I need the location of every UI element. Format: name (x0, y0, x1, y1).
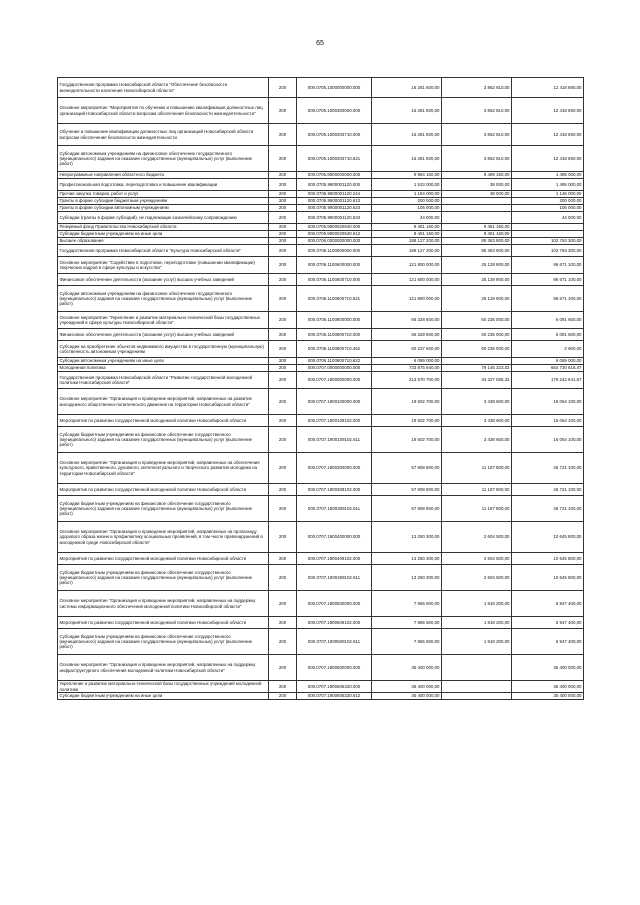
row-amount-total-cell: 16 281 500,00 (372, 98, 442, 124)
row-amount-total-cell: 8 451 160,00 (372, 231, 442, 238)
row-code-cell: 200 (269, 372, 297, 389)
row-kbk-cell: 000.0707.1900606320.612 (297, 693, 372, 700)
table-row (58, 453, 584, 484)
table-row (58, 179, 584, 191)
row-amount-total-cell: 105 000,00 (372, 205, 442, 212)
row-amount-executed-cell: 1 918 200,00 (442, 617, 512, 629)
row-amount-remaining-cell: 12 418 690,00 (512, 78, 584, 98)
row-amount-total-cell: 7 865 600,00 (372, 629, 442, 655)
table-row (58, 591, 584, 617)
table-row (58, 245, 584, 257)
row-amount-remaining-cell: 179 243 641,67 (512, 372, 584, 389)
row-code-cell: 200 (269, 98, 297, 124)
row-kbk-cell: 000.0705.9900000000.000 (297, 172, 372, 179)
row-code-cell: 200 (269, 389, 297, 415)
row-code-cell: 200 (269, 522, 297, 553)
row-code-cell: 200 (269, 172, 297, 179)
row-name-cell: Основное мероприятие "Организация и проведение мероприятий, направленных на пропаганду здорового образа жизни и профилактику асоциальных проявлений, в том числе правонарушений в молодежной среде Новосибирской области" (58, 522, 269, 553)
row-code-cell: 200 (269, 365, 297, 372)
table-row (58, 522, 584, 553)
row-code-cell: 200 (269, 415, 297, 427)
row-amount-remaining-cell: 6 091 600,00 (512, 329, 584, 341)
row-amount-total-cell: 19 502 700,00 (372, 427, 442, 453)
row-amount-total-cell: 8 451 160,00 (372, 224, 442, 231)
row-amount-executed-cell: 60 235 000,00 (442, 312, 512, 329)
row-amount-remaining-cell (512, 224, 584, 231)
row-name-cell: Молодежная политика (58, 365, 269, 372)
row-name-cell: Субсидии бюджетным учреждениям на финансовое обеспечение государственного (муниципального) задания на оказание государственных (муниципальных) услуг (выполнение работ) (58, 427, 269, 453)
row-amount-executed-cell: 3 438 600,00 (442, 389, 512, 415)
row-amount-remaining-cell: 46 721 100,00 (512, 453, 584, 484)
row-amount-remaining-cell: 102 763 300,00 (512, 238, 584, 245)
table-row (58, 553, 584, 565)
row-amount-executed-cell (442, 212, 512, 224)
row-amount-total-cell: 200 000,00 (372, 198, 442, 205)
row-amount-remaining-cell: 5 947 400,00 (512, 629, 584, 655)
row-code-cell: 200 (269, 427, 297, 453)
row-amount-executed-cell: 11 187 800,00 (442, 496, 512, 522)
page-number: 65 (316, 40, 324, 47)
row-amount-total-cell: 35 400 000,00 (372, 681, 442, 693)
row-code-cell: 200 (269, 329, 297, 341)
row-amount-remaining-cell: 105 000,00 (512, 205, 584, 212)
row-amount-executed-cell: 2 604 500,00 (442, 553, 512, 565)
row-name-cell: Субсидии бюджетным учреждениям на финансовое обеспечение государственного (муниципального) задания на оказание государственных (муниципальных) услуг (выполнение работ) (58, 496, 269, 522)
row-amount-total-cell: 60 237 600,00 (372, 341, 442, 358)
row-amount-executed-cell: 8 489 160,00 (442, 172, 512, 179)
row-code-cell: 200 (269, 78, 297, 98)
row-amount-executed-cell: 3 862 810,00 (442, 78, 512, 98)
row-amount-remaining-cell: 12 418 690,00 (512, 98, 584, 124)
row-name-cell: Основное мероприятие "Организация и проведение мероприятий, направленных на развитие молодежного общественно-политического движения на территории Новосибирской области" (58, 389, 269, 415)
row-name-cell: Обучение и повышение квалификации должностных лиц организаций Новосибирской области вопросам обеспечения безопасности жизнедеятельности (58, 124, 269, 146)
table-row (58, 146, 584, 172)
row-kbk-cell: 000.0705.1000300000.000 (297, 98, 372, 124)
row-kbk-cell: 000.0705.1000303710.000 (297, 124, 372, 146)
row-kbk-cell: 000.0705.9900001120.613 (297, 198, 372, 205)
row-amount-remaining-cell: 96 671 100,00 (512, 286, 584, 312)
row-kbk-cell: 000.0707.1900100000.000 (297, 389, 372, 415)
row-code-cell: 200 (269, 484, 297, 496)
row-amount-executed-cell: 8 451 160,00 (442, 231, 512, 238)
row-amount-executed-cell: 25 128 900,00 (442, 257, 512, 274)
row-name-cell: Основное мероприятие "Организация и проведение мероприятий, направленных на поддержку инфраструктурного обеспечения молодежной политики Новосибирской области" (58, 655, 269, 681)
row-code-cell: 200 (269, 224, 297, 231)
row-amount-executed-cell: 25 128 900,00 (442, 274, 512, 286)
row-amount-executed-cell: 2 604 500,00 (442, 522, 512, 553)
row-amount-executed-cell: 2 604 500,00 (442, 565, 512, 591)
row-code-cell: 200 (269, 286, 297, 312)
row-amount-remaining-cell: 16 064 100,00 (512, 415, 584, 427)
row-amount-total-cell: 13 250 300,00 (372, 522, 442, 553)
table-row (58, 191, 584, 198)
row-amount-executed-cell: 38 000,00 (442, 179, 512, 191)
row-kbk-cell: 000.0706.1100800710.000 (297, 329, 372, 341)
row-amount-executed-cell (442, 198, 512, 205)
row-code-cell: 200 (269, 238, 297, 245)
row-amount-total-cell: 57 908 900,00 (372, 484, 442, 496)
row-kbk-cell: 000.0707.1900309102.000 (297, 484, 372, 496)
row-amount-total-cell: 19 502 700,00 (372, 389, 442, 415)
row-code-cell: 200 (269, 198, 297, 205)
row-kbk-cell: 000.0707.1900509102.611 (297, 629, 372, 655)
row-amount-executed-cell (442, 681, 512, 693)
row-name-cell: Мероприятия по развитию государственной молодежной политики Новосибирской области (58, 484, 269, 496)
row-kbk-cell: 000.0707.1900109102.000 (297, 415, 372, 427)
row-name-cell: Мероприятия по развитию государственной молодежной политики Новосибирской области (58, 415, 269, 427)
table-row (58, 496, 584, 522)
row-name-cell: Основное мероприятие "Укрепление и развитие материально-технической базы государственных учреждений в сфере культуры Новосибирской области" (58, 312, 269, 329)
row-code-cell: 200 (269, 453, 297, 484)
budget-table-body (58, 78, 584, 700)
row-code-cell: 200 (269, 681, 297, 693)
row-code-cell: 200 (269, 629, 297, 655)
row-amount-remaining-cell: 1 495 000,00 (512, 172, 584, 179)
row-amount-remaining-cell: 10 645 800,00 (512, 553, 584, 565)
table-row (58, 198, 584, 205)
row-amount-executed-cell: 85 363 900,00 (442, 238, 512, 245)
row-name-cell: Государственная программа Новосибирской области "Обеспечение безопасности жизнедеятельности населения Новосибирской области" (58, 78, 269, 98)
table-row (58, 257, 584, 274)
row-amount-total-cell: 121 800 000,00 (372, 274, 442, 286)
table-row (58, 172, 584, 179)
row-name-cell: Основное мероприятие "Содействие в подготовке, переподготовке (повышении квалификации) творческих кадров в сфере культуры и искусства" (58, 257, 269, 274)
row-amount-total-cell: 213 570 700,00 (372, 372, 442, 389)
row-amount-total-cell: 35 400 000,00 (372, 693, 442, 700)
row-kbk-cell: 000.0706.1100600000.000 (297, 257, 372, 274)
row-kbk-cell: 000.0707.1900606320.000 (297, 681, 372, 693)
row-amount-total-cell: 1 533 000,00 (372, 179, 442, 191)
row-amount-total-cell: 13 250 300,00 (372, 565, 442, 591)
row-amount-remaining-cell: 44 000,00 (512, 212, 584, 224)
row-name-cell: Субсидии бюджетным учреждениям на финансовое обеспечение государственного (муниципального) задания на оказание государственных (муниципальных) услуг (выполнение работ) (58, 565, 269, 591)
row-kbk-cell: 000.0706.1100800000.000 (297, 312, 372, 329)
row-kbk-cell: 000.0707.1900000000.000 (297, 372, 372, 389)
row-kbk-cell: 000.0706.0000000000.000 (297, 238, 372, 245)
row-amount-remaining-cell: 10 645 800,00 (512, 565, 584, 591)
row-amount-remaining-cell: 6 089 000,00 (512, 358, 584, 365)
row-kbk-cell: 000.0705.9900001120.623 (297, 205, 372, 212)
table-row (58, 205, 584, 212)
row-code-cell: 200 (269, 341, 297, 358)
row-code-cell: 200 (269, 124, 297, 146)
row-name-cell: Мероприятия по развитию государственной молодежной политики Новосибирской области (58, 553, 269, 565)
table-row (58, 565, 584, 591)
row-kbk-cell: 000.0707.1900409102.000 (297, 553, 372, 565)
table-row (58, 329, 584, 341)
row-amount-remaining-cell: 35 400 000,00 (512, 681, 584, 693)
row-kbk-cell: 000.0705.1000303710.621 (297, 146, 372, 172)
row-name-cell: Гранты в форме субсидии бюджетным учреждениям (58, 198, 269, 205)
table-row (58, 693, 584, 700)
row-amount-executed-cell (442, 205, 512, 212)
table-row (58, 238, 584, 245)
row-amount-total-cell: 188 127 200,00 (372, 238, 442, 245)
row-amount-remaining-cell: 102 763 300,00 (512, 245, 584, 257)
row-code-cell: 200 (269, 179, 297, 191)
row-name-cell: Финансовое обеспечение деятельности (оказание услуг) высших учебных заведений (58, 329, 269, 341)
row-name-cell: Непрограммные направления областного бюджета (58, 172, 269, 179)
row-code-cell: 200 (269, 553, 297, 565)
table-row (58, 231, 584, 238)
row-amount-remaining-cell: 96 671 100,00 (512, 274, 584, 286)
row-code-cell: 200 (269, 245, 297, 257)
row-name-cell: Субсидии на приобретение объектов недвижимого имущества в государственную (муниципальную) собственность автономным учреждениям (58, 341, 269, 358)
row-kbk-cell: 000.0705.9900001120.000 (297, 179, 372, 191)
row-kbk-cell: 000.0706.1100600710.621 (297, 286, 372, 312)
row-amount-remaining-cell: 46 721 100,00 (512, 484, 584, 496)
row-name-cell: Профессиональная подготовка, переподготовка и повышение квалификации (58, 179, 269, 191)
row-code-cell: 200 (269, 205, 297, 212)
table-row (58, 427, 584, 453)
row-name-cell: Субсидии бюджетным учреждениям на иные цели (58, 693, 269, 700)
row-name-cell: Субсидии автономным учреждениям на финансовое обеспечение государственного (муниципального) задания на оказание государственных (муниципальных) услуг (выполнение работ) (58, 146, 269, 172)
row-name-cell: Основное мероприятие "Организация и проведение мероприятий, направленных на поддержку системы информационного обеспечения молодежной политики Новосибирской области" (58, 591, 269, 617)
row-amount-executed-cell: 1 918 200,00 (442, 629, 512, 655)
row-code-cell: 200 (269, 358, 297, 365)
table-row (58, 341, 584, 358)
row-amount-executed-cell: 8 451 160,00 (442, 224, 512, 231)
table-row (58, 617, 584, 629)
row-name-cell: Субсидии бюджетным учреждениям на иные цели (58, 231, 269, 238)
row-code-cell: 200 (269, 655, 297, 681)
row-name-cell: Субсидии (гранты в форме субсидий), не подлежащие казначейскому сопровождению (58, 212, 269, 224)
row-code-cell: 200 (269, 693, 297, 700)
row-amount-remaining-cell: 16 064 100,00 (512, 427, 584, 453)
row-amount-total-cell: 7 865 600,00 (372, 591, 442, 617)
row-code-cell: 200 (269, 617, 297, 629)
row-name-cell: Субсидии бюджетным учреждениям на финансовое обеспечение государственного (муниципального) задания на оказание государственных (муниципальных) услуг (выполнение работ) (58, 629, 269, 655)
row-name-cell: Государственная программа Новосибирской области "Культура Новосибирской области" (58, 245, 269, 257)
row-name-cell: Высшее образование (58, 238, 269, 245)
row-kbk-cell: 000.0705.9900001120.244 (297, 191, 372, 198)
table-row (58, 98, 584, 124)
row-name-cell: Мероприятия по развитию государственной молодежной политики Новосибирской области (58, 617, 269, 629)
row-kbk-cell: 000.0706.1100600710.000 (297, 274, 372, 286)
row-amount-remaining-cell: 12 418 690,00 (512, 124, 584, 146)
row-amount-executed-cell: 60 235 000,00 (442, 329, 512, 341)
budget-table (57, 77, 584, 700)
row-amount-remaining-cell: 96 671 100,00 (512, 257, 584, 274)
row-amount-total-cell: 35 400 000,00 (372, 655, 442, 681)
row-amount-remaining-cell: 5 947 400,00 (512, 617, 584, 629)
row-amount-total-cell: 188 127 200,00 (372, 245, 442, 257)
table-row (58, 365, 584, 372)
row-amount-executed-cell: 25 128 900,00 (442, 286, 512, 312)
row-name-cell: Резервный фонд Правительства Новосибирской области (58, 224, 269, 231)
row-name-cell: Гранты в форме субсидии автономным учреждениям (58, 205, 269, 212)
row-name-cell: Субсидии автономным учреждениям на иные цели (58, 358, 269, 365)
row-name-cell: Финансовое обеспечение деятельности (оказание услуг) высших учебных заведений (58, 274, 269, 286)
row-amount-total-cell: 16 281 500,00 (372, 124, 442, 146)
row-kbk-cell: 000.0707.1900500000.000 (297, 591, 372, 617)
row-amount-executed-cell (442, 693, 512, 700)
row-kbk-cell: 000.0706.1100000000.000 (297, 245, 372, 257)
row-amount-total-cell: 7 865 600,00 (372, 617, 442, 629)
row-amount-remaining-cell: 35 400 000,00 (512, 693, 584, 700)
row-amount-executed-cell: 60 235 000,00 (442, 341, 512, 358)
row-amount-remaining-cell: 1 495 000,00 (512, 179, 584, 191)
row-amount-remaining-cell: 2 600,00 (512, 341, 584, 358)
row-kbk-cell: 000.0705.9900020540.000 (297, 224, 372, 231)
row-amount-executed-cell: 85 363 900,00 (442, 245, 512, 257)
row-amount-total-cell: 121 800 000,00 (372, 286, 442, 312)
row-name-cell: Субсидии автономным учреждениям на финансовое обеспечение государственного (муниципального) задания на оказание государственных (муниципальных) услуг (выполнение работ) (58, 286, 269, 312)
row-kbk-cell: 000.0707.1900309102.611 (297, 496, 372, 522)
row-amount-total-cell: 733 875 940,00 (372, 365, 442, 372)
row-amount-executed-cell: 3 438 600,00 (442, 415, 512, 427)
row-amount-total-cell: 16 281 500,00 (372, 146, 442, 172)
row-code-cell: 200 (269, 146, 297, 172)
row-amount-total-cell: 16 281 500,00 (372, 78, 442, 98)
row-amount-remaining-cell: 12 418 690,00 (512, 146, 584, 172)
row-amount-total-cell: 66 328 600,00 (372, 312, 442, 329)
row-amount-total-cell: 57 908 900,00 (372, 453, 442, 484)
row-amount-total-cell: 13 250 300,00 (372, 553, 442, 565)
row-name-cell: Государственная программа Новосибирской области "Развитие государственной молодежной политики Новосибирской области" (58, 372, 269, 389)
row-kbk-cell: 000.0707.1900509102.000 (297, 617, 372, 629)
row-amount-executed-cell: 34 327 058,33 (442, 372, 512, 389)
row-kbk-cell: 000.0707.0000000000.000 (297, 365, 372, 372)
row-amount-total-cell: 66 328 600,00 (372, 329, 442, 341)
row-kbk-cell: 000.0707.1900300000.000 (297, 453, 372, 484)
table-row (58, 415, 584, 427)
table-row (58, 389, 584, 415)
row-amount-executed-cell: 3 438 600,00 (442, 427, 512, 453)
row-amount-remaining-cell: 1 146 000,00 (512, 191, 584, 198)
table-row (58, 78, 584, 98)
table-row (58, 655, 584, 681)
row-amount-total-cell: 1 184 000,00 (372, 191, 442, 198)
table-row (58, 286, 584, 312)
row-name-cell: Основное мероприятие "Организация и проведение мероприятий, направленных на обеспечение культурного, нравственного, духовного, интеллектуального и творческого развития молодежи на территории Новосибирской области" (58, 453, 269, 484)
row-amount-executed-cell: 11 187 800,00 (442, 484, 512, 496)
row-amount-total-cell: 57 908 900,00 (372, 496, 442, 522)
row-kbk-cell: 000.0707.1900600000.000 (297, 655, 372, 681)
row-amount-remaining-cell: 10 645 800,00 (512, 522, 584, 553)
table-row (58, 372, 584, 389)
row-kbk-cell: 000.0705.1000000000.000 (297, 78, 372, 98)
row-kbk-cell: 000.0705.9900020540.612 (297, 231, 372, 238)
row-amount-remaining-cell: 200 000,00 (512, 198, 584, 205)
row-amount-remaining-cell: 5 947 400,00 (512, 591, 584, 617)
row-amount-total-cell: 19 502 700,00 (372, 415, 442, 427)
table-row (58, 312, 584, 329)
row-amount-remaining-cell (512, 231, 584, 238)
row-amount-executed-cell (442, 655, 512, 681)
table-row (58, 681, 584, 693)
row-amount-total-cell: 6 089 000,00 (372, 358, 442, 365)
row-kbk-cell: 000.0707.1900109102.611 (297, 427, 372, 453)
table-row (58, 274, 584, 286)
row-code-cell: 200 (269, 312, 297, 329)
table-row (58, 358, 584, 365)
table-row (58, 484, 584, 496)
row-amount-executed-cell: 3 862 810,00 (442, 124, 512, 146)
row-code-cell: 200 (269, 274, 297, 286)
row-amount-remaining-cell: 6 091 600,00 (512, 312, 584, 329)
row-amount-remaining-cell: 654 730 616,47 (512, 365, 584, 372)
table-row (58, 212, 584, 224)
table-row (58, 224, 584, 231)
row-amount-remaining-cell: 46 721 100,00 (512, 496, 584, 522)
row-amount-executed-cell: 3 862 810,00 (442, 98, 512, 124)
row-kbk-cell: 000.0707.1900409102.611 (297, 565, 372, 591)
row-code-cell: 200 (269, 212, 297, 224)
row-kbk-cell: 000.0705.9900001120.633 (297, 212, 372, 224)
row-kbk-cell: 000.0706.1100800710.622 (297, 358, 372, 365)
table-row (58, 124, 584, 146)
row-name-cell: Укрепление и развитие материально-технической базы государственных учреждений молодежной политики (58, 681, 269, 693)
row-kbk-cell: 000.0707.1900400000.000 (297, 522, 372, 553)
row-amount-remaining-cell: 35 400 000,00 (512, 655, 584, 681)
row-amount-executed-cell: 38 000,00 (442, 191, 512, 198)
row-code-cell: 200 (269, 496, 297, 522)
row-code-cell: 200 (269, 565, 297, 591)
row-amount-total-cell: 121 800 000,00 (372, 257, 442, 274)
row-amount-executed-cell (442, 358, 512, 365)
row-amount-total-cell: 44 000,00 (372, 212, 442, 224)
row-code-cell: 200 (269, 591, 297, 617)
row-amount-executed-cell: 1 918 200,00 (442, 591, 512, 617)
row-amount-total-cell: 9 984 160,00 (372, 172, 442, 179)
row-code-cell: 200 (269, 191, 297, 198)
row-kbk-cell: 000.0706.1100800710.462 (297, 341, 372, 358)
row-amount-executed-cell: 11 187 800,00 (442, 453, 512, 484)
row-code-cell: 200 (269, 257, 297, 274)
row-code-cell: 200 (269, 231, 297, 238)
row-amount-executed-cell: 79 145 323,53 (442, 365, 512, 372)
table-row (58, 629, 584, 655)
row-amount-executed-cell: 3 862 810,00 (442, 146, 512, 172)
row-name-cell: Прочая закупка товаров, работ и услуг (58, 191, 269, 198)
row-amount-remaining-cell: 16 064 100,00 (512, 389, 584, 415)
row-name-cell: Основное мероприятие "Мероприятия по обучению и повышению квалификации должностных лиц организаций Новосибирской области вопросам обеспечения безопасности жизнедеятельности" (58, 98, 269, 124)
